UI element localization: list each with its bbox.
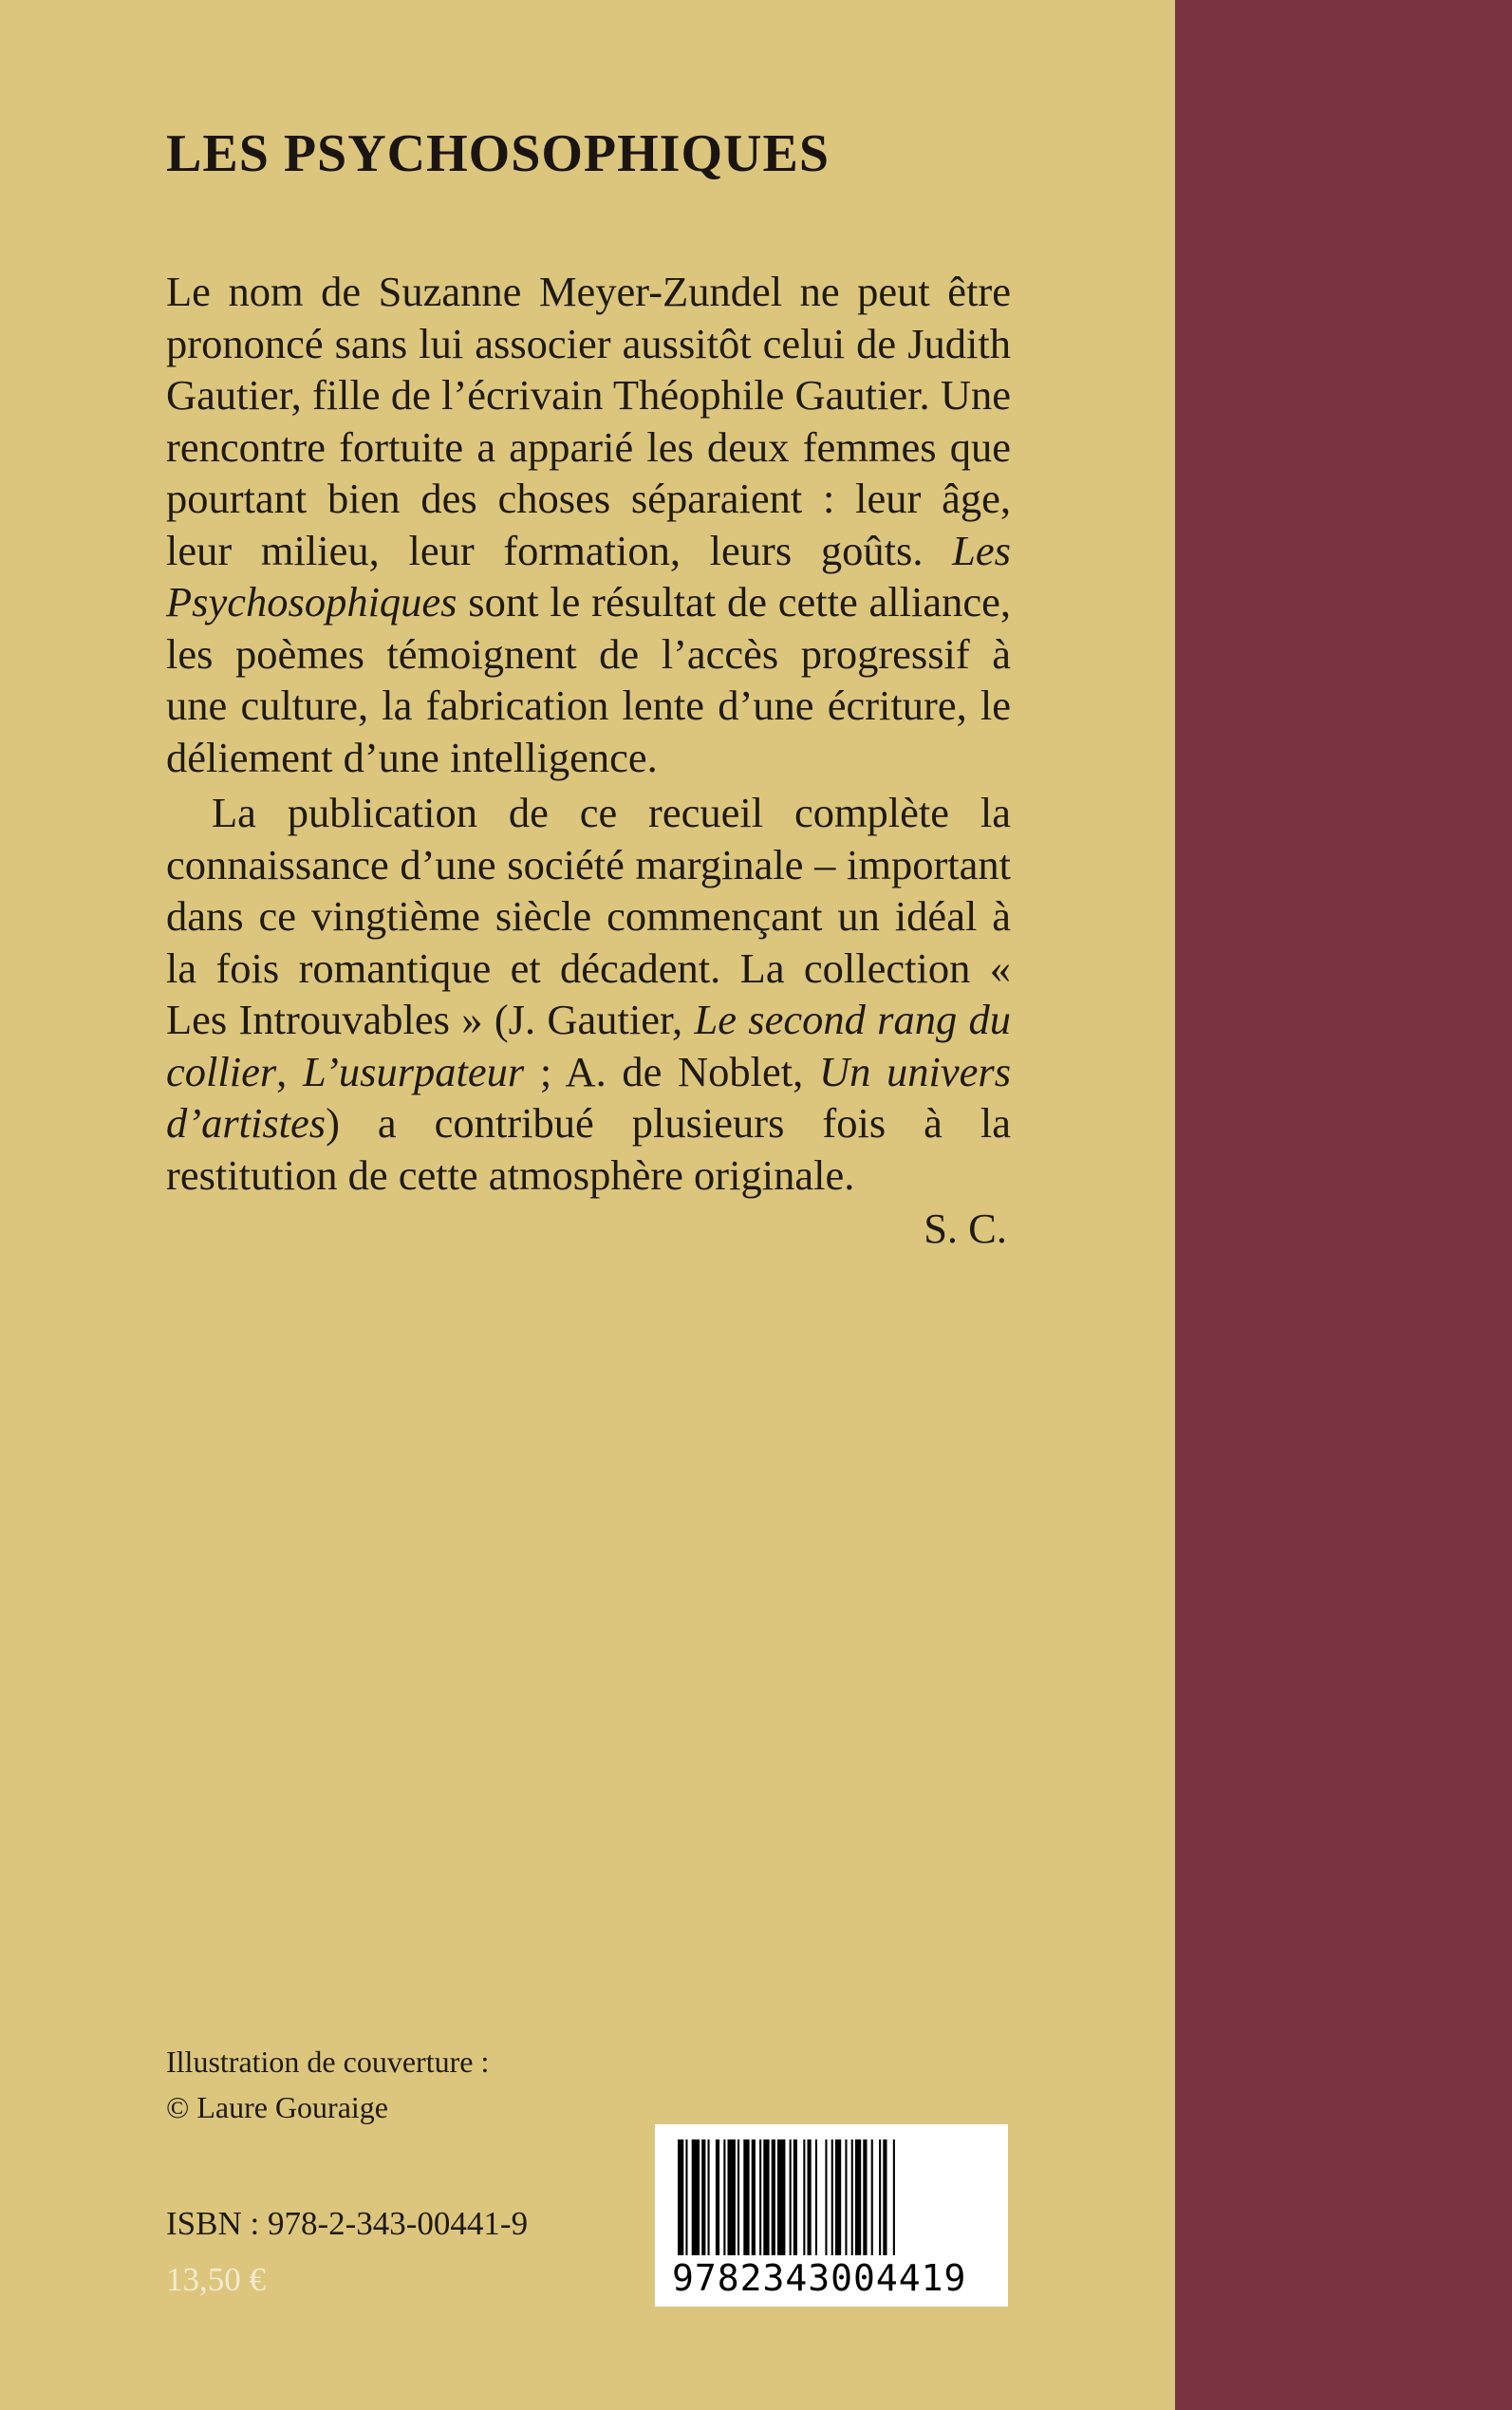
price-text: 13,50 € xyxy=(166,2261,266,2298)
blurb-paragraph-1: Le nom de Suzanne Meyer-Zundel ne peut être prononcé sans lui associer aussitôt celui de Judith Gautier, fille de l’écrivain Théophile Gautier. Une rencontre fortuite a apparié les deux femmes que pourtant bien des choses séparaient : leur âge, leur milieu, leur formation, leurs goûts. Les Psychosophiques sont le résultat de cette alliance, les poèmes témoignent de l’accès progressif à une culture, la fabrication lente d’une écriture, le déliement d’une intelligence. xyxy=(166,268,1011,781)
blurb-paragraph-2: La publication de ce recueil complète la connaissance d’une société marginale – important dans ce vingtième siècle commençant un idéal à la fois romantique et décadent. La collection « Les Introuvables » (J. Gautier, Le second rang du collier, L’usurpateur ; A. de Noblet, Un univers d’artistes) a contribué plusieurs fois à la restitution de cette atmosphère originale. xyxy=(166,789,1012,1199)
isbn-text: ISBN : 978-2-343-00441-9 xyxy=(166,2205,529,2242)
barcode-bar xyxy=(763,2139,769,2255)
barcode-bar xyxy=(815,2139,817,2255)
barcode-bar xyxy=(759,2139,761,2255)
illustration-credit-label: Illustration de couverture : xyxy=(166,2045,490,2079)
barcode-bar xyxy=(701,2139,705,2255)
barcode-bar xyxy=(831,2139,833,2255)
barcode-bar xyxy=(883,2139,887,2255)
barcode-bar xyxy=(793,2139,797,2255)
barcode-bar xyxy=(678,2139,683,2255)
barcode-bar xyxy=(790,2139,792,2255)
barcode xyxy=(655,2124,1008,2307)
book-spine xyxy=(1175,0,1512,2410)
barcode-bar xyxy=(871,2139,873,2255)
barcode-bar xyxy=(808,2139,812,2255)
barcode-bar xyxy=(737,2139,739,2255)
barcode-bar xyxy=(851,2139,853,2255)
barcode-bar xyxy=(716,2139,719,2255)
barcode-bar xyxy=(752,2139,756,2255)
barcode-bar xyxy=(835,2139,841,2255)
barcode-bar xyxy=(692,2139,700,2255)
barcode-bar xyxy=(743,2139,749,2255)
barcode-bar xyxy=(728,2139,736,2255)
barcode-bar xyxy=(879,2139,881,2255)
barcode-bar xyxy=(772,2139,775,2255)
barcode-bar xyxy=(685,2139,687,2255)
barcode-bar xyxy=(825,2139,827,2255)
blurb-signature: S. C. xyxy=(924,1205,1007,1252)
barcode-bar xyxy=(855,2139,861,2255)
barcode-bar xyxy=(723,2139,725,2255)
illustration-credit xyxy=(166,2039,489,2130)
barcode-bar xyxy=(893,2139,895,2255)
barcode-bar xyxy=(863,2139,867,2255)
barcode-bar xyxy=(803,2139,805,2255)
barcode-bar xyxy=(777,2139,785,2255)
barcode-bars xyxy=(678,2139,985,2255)
barcode-bar xyxy=(845,2139,847,2255)
illustration-credit-name: © Laure Gouraige xyxy=(166,2090,388,2124)
barcode-bar xyxy=(708,2139,710,2255)
book-title: LES PSYCHOSOPHIQUES xyxy=(166,124,830,183)
back-cover-blurb xyxy=(166,266,1011,1255)
barcode-digits: 9782343004419 xyxy=(672,2257,967,2299)
